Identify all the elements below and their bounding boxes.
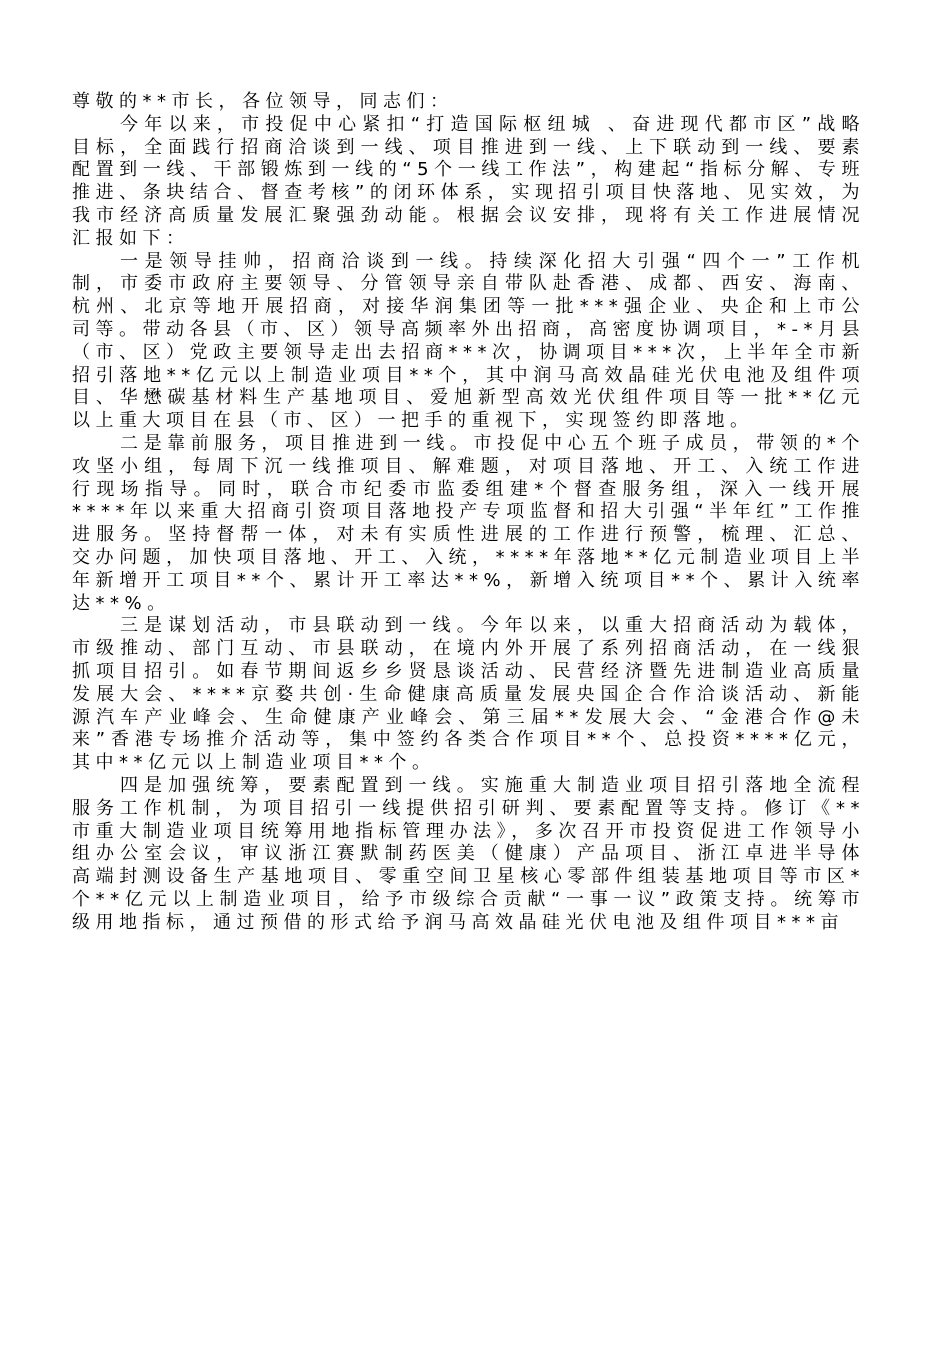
section-one-paragraph: 一是领导挂帅，招商洽谈到一线。持续深化招大引强“四个一”工作机制，市委市政府主要领导、分管领导亲自带队赴香港、成都、西安、海南、杭州、北京等地开展招商，对接华润集团等一批***强企业、央企和上市公司等。带动各县（市、区）领导高频率外出招商，高密度协调项目，*-*月县（市、区）党政主要领导走出去招商***次，协调项目***次，上半年全市新招引落地**亿元以上制造业项目**个，其中润马高效晶硅光伏电池及组件项目、华懋碳基材料生产基地项目、爱旭新型高效光伏组件项目等一批**亿元以上重大项目在县（市、区）一把手的重视下，实现签约即落地。 xyxy=(72,250,865,432)
section-two-paragraph: 二是靠前服务，项目推进到一线。市投促中心五个班子成员，带领的*个攻坚小组，每周下沉一线推项目、解难题，对项目落地、开工、入统工作进行现场指导。同时，联合市纪委市监委组建*个督查服务组，深入一线开展****年以来重大招商引资项目落地投产专项监督和招大引强“半年红”工作推进服务。坚持督帮一体，对未有实质性进展的工作进行预警，梳理、汇总、交办问题，加快项目落地、开工、入统，****年落地**亿元制造业项目上半年新增开工项目**个、累计开工率达**%，新增入统项目**个、累计入统率达**%。 xyxy=(72,432,865,614)
intro-paragraph: 今年以来，市投促中心紧扣“打造国际枢纽城 、奋进现代都市区”战略目标，全面践行招商洽谈到一线、项目推进到一线、上下联动到一线、要素配置到一线、干部锻炼到一线的“5个一线工作法”，构建起“指标分解、专班推进、条块结合、督查考核”的闭环体系，实现招引项目快落地、见实效，为我市经济高质量发展汇聚强劲动能。根据会议安排，现将有关工作进展情况汇报如下： xyxy=(72,113,865,249)
salutation: 尊敬的**市长，各位领导，同志们： xyxy=(72,91,454,112)
section-three-paragraph: 三是谋划活动，市县联动到一线。今年以来，以重大招商活动为载体，市级推动、部门互动、市县联动，在境内外开展了系列招商活动，在一线狠抓项目招引。如春节期间返乡乡贤恳谈活动、民营经济暨先进制造业高质量发展大会、****京婺共创·生命健康高质量发展央国企合作洽谈活动、新能源汽车产业峰会、生命健康产业峰会、第三届**发展大会、“金港合作@未来”香港专场推介活动等，集中签约各类合作项目**个、总投资****亿元，其中**亿元以上制造业项目**个。 xyxy=(72,615,865,774)
section-four-paragraph: 四是加强统筹，要素配置到一线。实施重大制造业项目招引落地全流程服务工作机制，为项目招引一线提供招引研判、要素配置等支持。修订《**市重大制造业项目统筹用地指标管理办法》，多次召开市投资促进工作领导小组办公室会议，审议浙江赛默制药医美（健康）产品项目、浙江卓进半导体高端封测设备生产基地项目、零重空间卫星核心零部件组装基地项目等市区*个**亿元以上制造业项目，给予市级综合贡献“一事一议”政策支持。统筹市级用地指标，通过预借的形式给予润马高效晶硅光伏电池及组件项目***亩 xyxy=(72,774,865,933)
document-body xyxy=(72,91,865,934)
